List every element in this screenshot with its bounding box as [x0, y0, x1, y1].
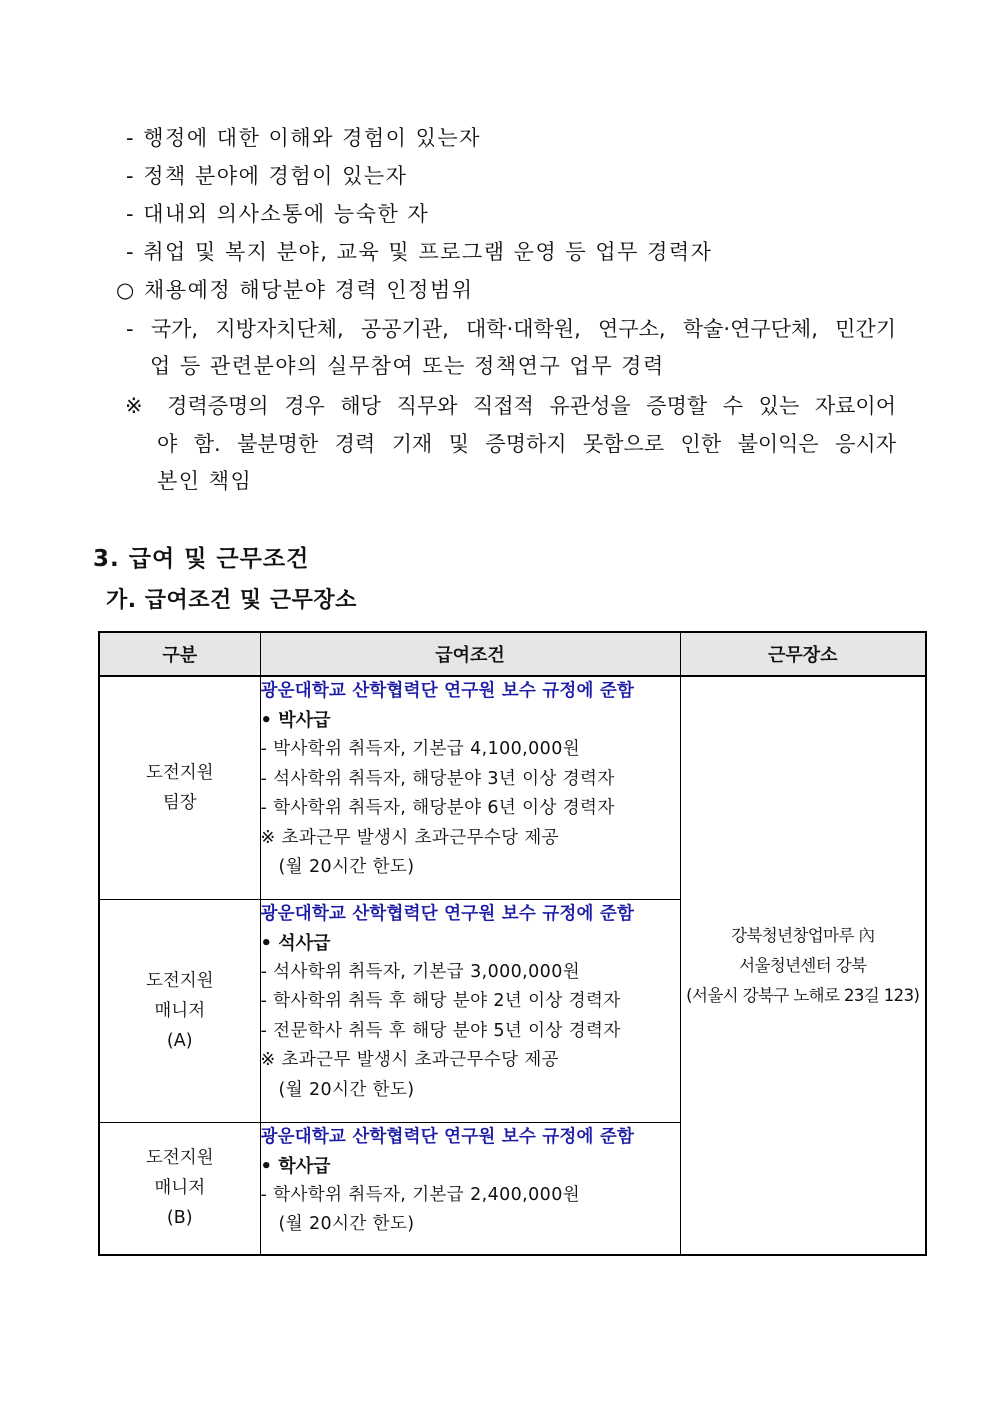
condition-line: ※ 초과근무 발생시 초과근무수당 제공 [260, 1050, 559, 1070]
workplace-line: (서울시 강북구 노해로 23길 123) [686, 985, 920, 1005]
salary-condition-cell [260, 1122, 680, 1255]
condition-line: - 학사학위 취득자, 기본급 2,400,000원 [260, 1184, 581, 1205]
condition-line: - 학사학위 취득자, 해당분야 6년 이상 경력자 [260, 798, 615, 818]
section-subtitle: 가. 급여조건 및 근무장소 [106, 588, 357, 613]
category-cell [99, 676, 260, 899]
section-title: 3. 급여 및 근무조건 [93, 546, 310, 572]
condition-line: - 석사학위 취득자, 해당분야 3년 이상 경력자 [260, 768, 615, 789]
salary-condition-cell [260, 676, 680, 899]
condition-line: - 박사학위 취득자, 기본급 4,100,000원 [260, 739, 581, 759]
condition-line: (월 20시간 한도) [278, 1214, 415, 1234]
table-row [99, 676, 926, 899]
workplace-cell [680, 676, 926, 1255]
table-header-row [99, 632, 926, 676]
category-text: 매니저 [154, 1178, 206, 1199]
category-text: 도전지원 [145, 762, 214, 783]
career-note-line: 본인 책임 [157, 469, 253, 493]
pay-rule-title: 광운대학교 산학협력단 연구원 보수 규정에 준함 [260, 903, 635, 924]
condition-line: (월 20시간 한도) [278, 1079, 415, 1100]
category-text: 도전지원 [145, 1148, 214, 1169]
qualification-item: - 취업 및 복지 분야, 교육 및 프로그램 운영 등 업무 경력자 [126, 240, 713, 264]
grade-label: • 박사급 [260, 710, 331, 731]
career-range-line: 업 등 관련분야의 실무참여 또는 정책연구 업무 경력 [150, 354, 665, 378]
workplace-line: 강북청년창업마루 內 [731, 925, 875, 945]
condition-line: (월 20시간 한도) [278, 857, 415, 877]
header-salary-conditions: 급여조건 [260, 632, 680, 676]
grade-label: • 학사급 [260, 1155, 331, 1177]
condition-line: - 학사학위 취득 후 해당 분야 2년 이상 경력자 [260, 991, 621, 1011]
qualification-item: - 행정에 대한 이해와 경험이 있는자 [126, 126, 481, 150]
category-text: 도전지원 [145, 970, 214, 991]
category-text: (B) [166, 1208, 193, 1229]
header-workplace: 근무장소 [680, 632, 926, 676]
condition-line: - 전문학사 취득 후 해당 분야 5년 이상 경력자 [260, 1020, 621, 1041]
career-range-line: - 국가, 지방자치단체, 공공기관, 대학·대학원, 연구소, 학술·연구단체, 민간기 [126, 317, 896, 341]
salary-table [98, 631, 927, 1256]
category-text: 매니저 [154, 1000, 206, 1021]
career-note-line: 야 함. 불분명한 경력 기재 및 증명하지 못함으로 인한 불이익은 응시자 [157, 432, 896, 456]
salary-condition-cell [260, 899, 680, 1122]
career-range-heading: ○ 채용예정 해당분야 경력 인정범위 [116, 278, 474, 302]
condition-line: ※ 초과근무 발생시 초과근무수당 제공 [260, 827, 559, 848]
grade-label: • 석사급 [260, 932, 331, 954]
pay-rule-title: 광운대학교 산학협력단 연구원 보수 규정에 준함 [260, 681, 635, 701]
category-cell [99, 899, 260, 1122]
qualification-item: - 대내외 의사소통에 능숙한 자 [126, 202, 430, 226]
category-text: 팀장 [162, 792, 197, 813]
category-text: (A) [166, 1030, 193, 1051]
workplace-line: 서울청년센터 강북 [739, 955, 867, 975]
condition-line: - 석사학위 취득자, 기본급 3,000,000원 [260, 961, 581, 982]
qualification-item: - 정책 분야에 경험이 있는자 [126, 164, 408, 188]
pay-rule-title: 광운대학교 산학협력단 연구원 보수 규정에 준함 [260, 1126, 635, 1147]
career-note-line: ※ 경력증명의 경우 해당 직무와 직접적 유관성을 증명할 수 있는 자료이어 [125, 394, 896, 418]
category-cell [99, 1122, 260, 1255]
header-category: 구분 [99, 632, 260, 676]
